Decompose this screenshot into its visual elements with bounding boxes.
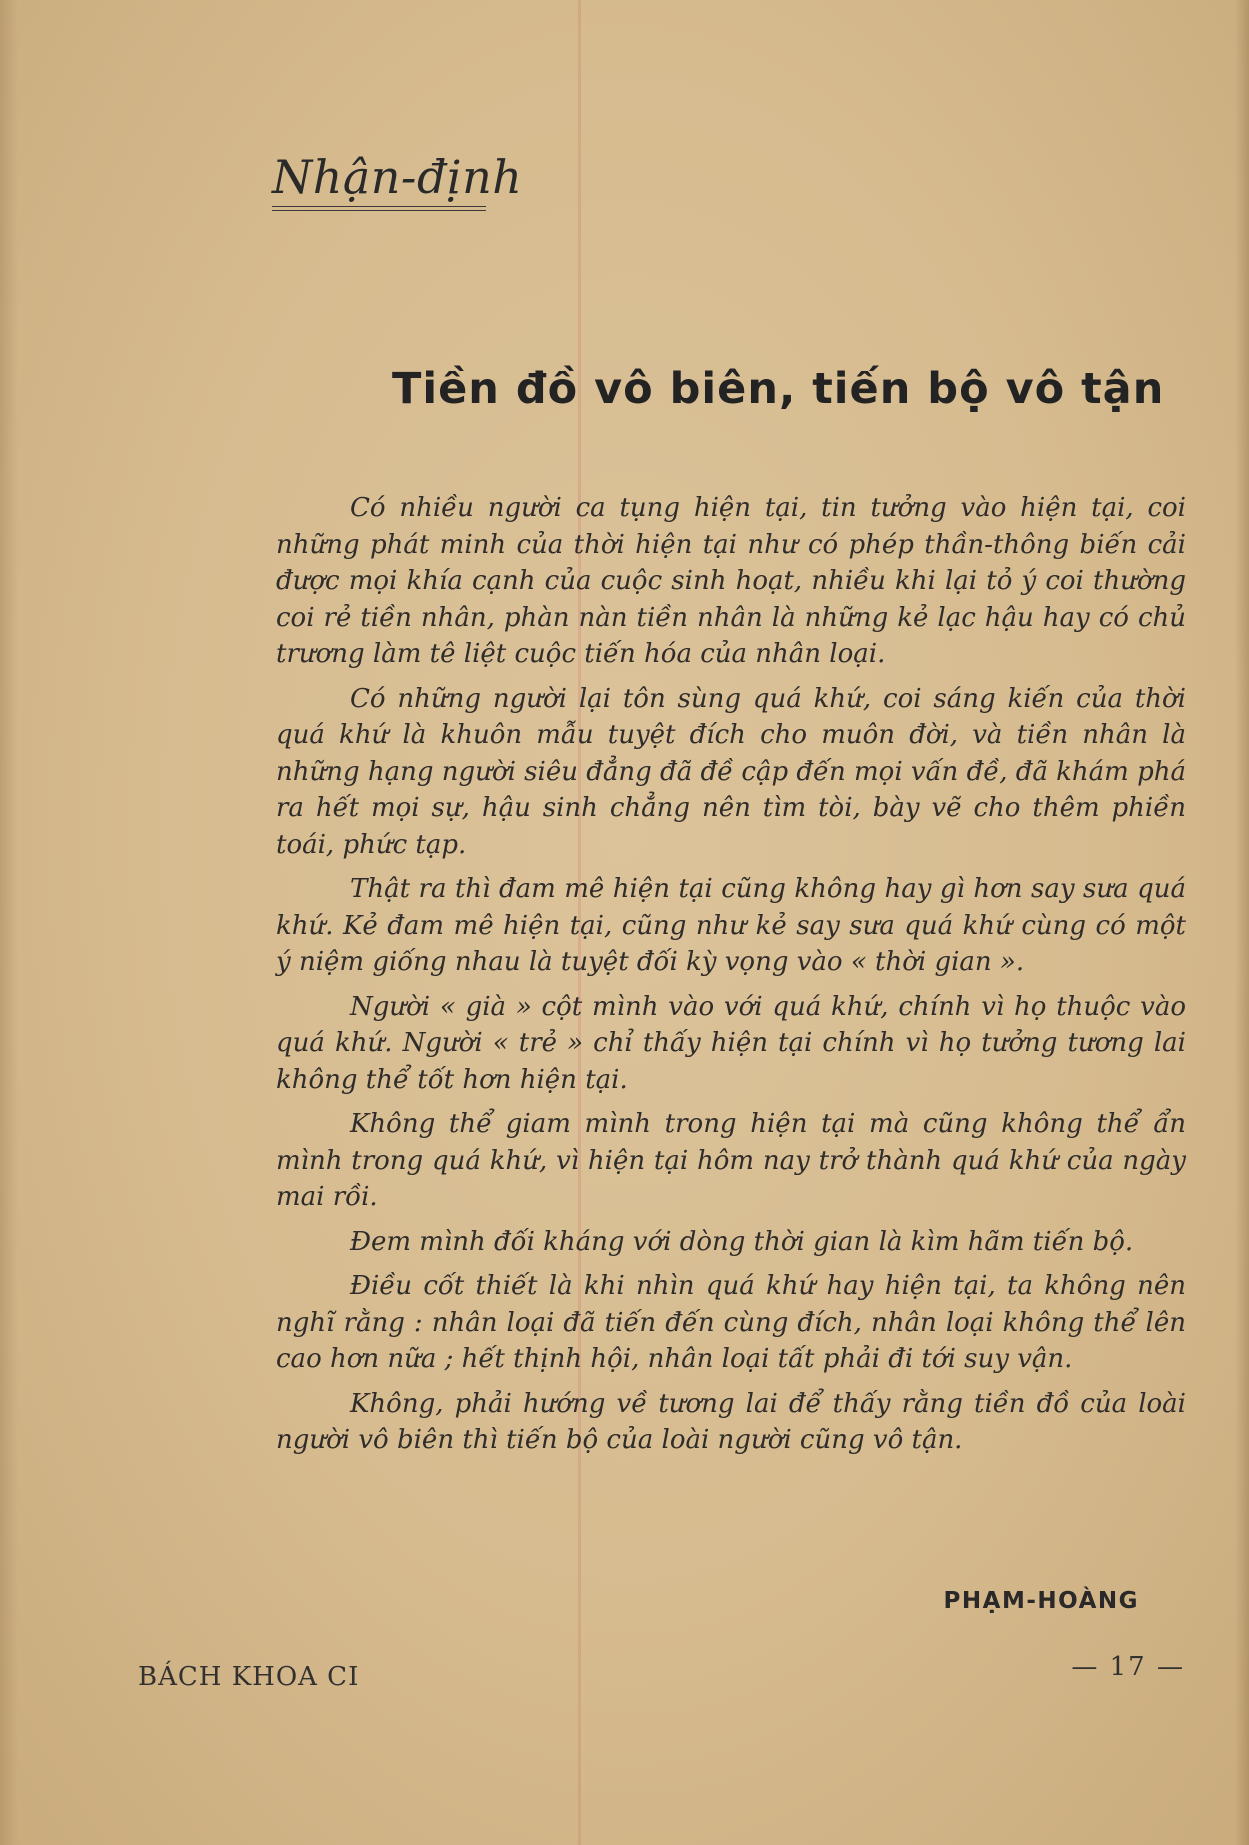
paragraph: Điều cốt thiết là khi nhìn quá khứ hay hiện tại, ta không nên nghĩ rằng : nhân loại đã tiến đến cùng đích, nhân loại không thể lên cao hơn nữa ; hết thịnh hội, nhân loại tất phải đi tới suy vận. [276, 1271, 1186, 1374]
paragraph: Đem mình đối kháng với dòng thời gian là kìm hãm tiến bộ. [350, 1226, 1134, 1257]
section-underline [272, 206, 486, 211]
paragraph: Không thể giam mình trong hiện tại mà cũng không thể ẩn mình trong quá khứ, vì hiện tại hôm nay trở thành quá khứ của ngày mai rồi. [276, 1109, 1186, 1212]
page-number: — 17 — [1071, 1652, 1185, 1682]
article-body [276, 490, 1186, 1467]
author-name: PHẠM-HOÀNG [943, 1588, 1139, 1614]
paragraph: Người « già » cột mình vào với quá khứ, chính vì họ thuộc vào quá khứ. Người « trẻ » chỉ thấy hiện tại chính vì họ tưởng tương lai không thể tốt hơn hiện tại. [276, 991, 1186, 1095]
page-edge-left [0, 0, 18, 1845]
paragraph: Có nhiều người ca tụng hiện tại, tin tưởng vào hiện tại, coi những phát minh của thời hiện tại như có phép thần-thông biến cải được mọi khía cạnh của cuộc sinh hoạt, nhiều khi lại tỏ ý coi thường coi rẻ tiền nhân, phàn nàn tiền nhân là những kẻ lạc hậu hay có chủ trương làm tê liệt cuộc tiến hóa của nhân loại. [276, 493, 1186, 669]
section-label: Nhận-định [272, 150, 523, 204]
paragraph: Có những người lại tôn sùng quá khứ, coi sáng kiến của thời quá khứ là khuôn mẫu tuyệt đích cho muôn đời, và tiền nhân là những hạng người siêu đẳng đã đề cập đến mọi vấn đề, đã khám phá ra hết mọi sự, hậu sinh chẳng nên tìm tòi, bày vẽ cho thêm phiền toái, phức tạp. [276, 683, 1186, 860]
publication-name: BÁCH KHOA CI [138, 1662, 360, 1692]
page-edge-right [1235, 0, 1249, 1845]
paragraph: Thật ra thì đam mê hiện tại cũng không hay gì hơn say sưa quá khứ. Kẻ đam mê hiện tại, cũng như kẻ say sưa quá khứ cùng có một ý niệm giống nhau là tuyệt đối kỳ vọng vào « thời gian ». [276, 874, 1186, 977]
paragraph: Không, phải hướng về tương lai để thấy rằng tiền đồ của loài người vô biên thì tiến bộ của loài người cũng vô tận. [276, 1388, 1186, 1455]
article-title: Tiền đồ vô biên, tiến bộ vô tận [392, 364, 1165, 414]
